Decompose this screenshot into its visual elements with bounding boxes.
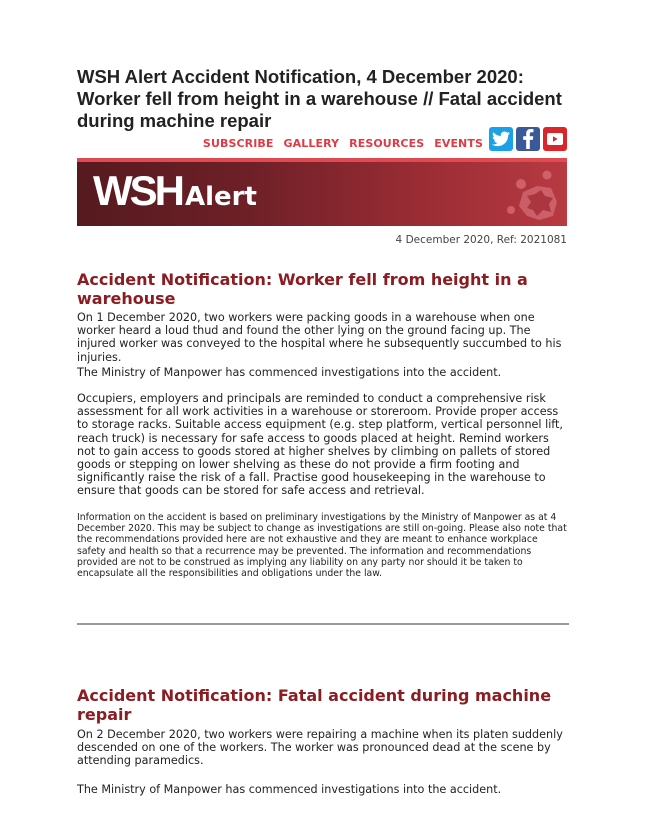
section-divider — [77, 623, 569, 625]
nav-link-subscribe[interactable]: SUBSCRIBE — [202, 136, 274, 150]
section-title-machine-repair: Accident Notification: Fatal accident during machine repair — [77, 686, 552, 724]
social-links — [489, 127, 567, 151]
nav-link-events[interactable]: EVENTS — [434, 136, 483, 150]
disclaimer-text: Information on the accident is based on preliminary investigations by the Ministry of Manpower as at 4 December 2020. This may be subject to change as investigations are still on-going. Please also note that the recommendations provided here are not exhaustive and they are meant to enhance workplace safety and health so that a recurrence may be prevented. The information and recommendations provided are not to be construed as implying any liability on any party nor should it be taken to encapsulate all the responsibilities and obligations under the law. — [77, 512, 567, 580]
twitter-icon[interactable] — [489, 127, 513, 151]
top-navigation — [77, 124, 567, 154]
wsh-alert-banner — [77, 158, 567, 226]
nav-link-resources[interactable]: RESOURCES — [349, 136, 425, 150]
nav-link-gallery[interactable]: GALLERY — [283, 136, 340, 150]
wsh-alert-logo: WSH Alert — [93, 167, 257, 214]
page-title: WSH Alert Accident Notification, 4 December 2020: Worker fell from height in a warehouse // Fatal accident during machine repair — [77, 66, 562, 131]
facebook-icon[interactable] — [516, 127, 540, 151]
section-paragraph: The Ministry of Manpower has commenced investigations into the accident. — [77, 366, 502, 379]
banner-stripe — [77, 158, 567, 162]
youtube-icon[interactable] — [543, 127, 567, 151]
section-paragraph: On 1 December 2020, two workers were packing goods in a warehouse when one worker heard a loud thud and found the other lying on the ground facing up. The injured worker was conveyed to the hospital where he subsequently succumbed to his injuries. — [77, 311, 562, 364]
nav-links — [203, 137, 483, 150]
people-circle-icon — [501, 166, 561, 222]
date-reference: 4 December 2020, Ref: 2021081 — [395, 234, 567, 246]
section-paragraph: Occupiers, employers and principals are reminded to conduct a comprehensive risk assessment for all work activities in a warehouse or storeroom. Provide proper access to storage racks. Suitable access equipment (e.g. step platform, vertical personnel lift, reach truck) is necessary for safe access to goods placed at height. Remind workers not to gain access to goods stored at higher shelves by climbing on pallets of stored goods or stepping on lower shelving as these do not provide a firm footing and significantly raise the risk of a fall. Practise good housekeeping in the warehouse to ensure that goods can be stored for safe access and retrieval. — [77, 392, 563, 498]
section-paragraph: On 2 December 2020, two workers were repairing a machine when its platen suddenly descended on one of the workers. The worker was pronounced dead at the scene by attending paramedics. — [77, 728, 563, 768]
section-paragraph: The Ministry of Manpower has commenced investigations into the accident. — [77, 783, 502, 796]
section-title-warehouse: Accident Notification: Worker fell from height in a warehouse — [77, 270, 528, 308]
